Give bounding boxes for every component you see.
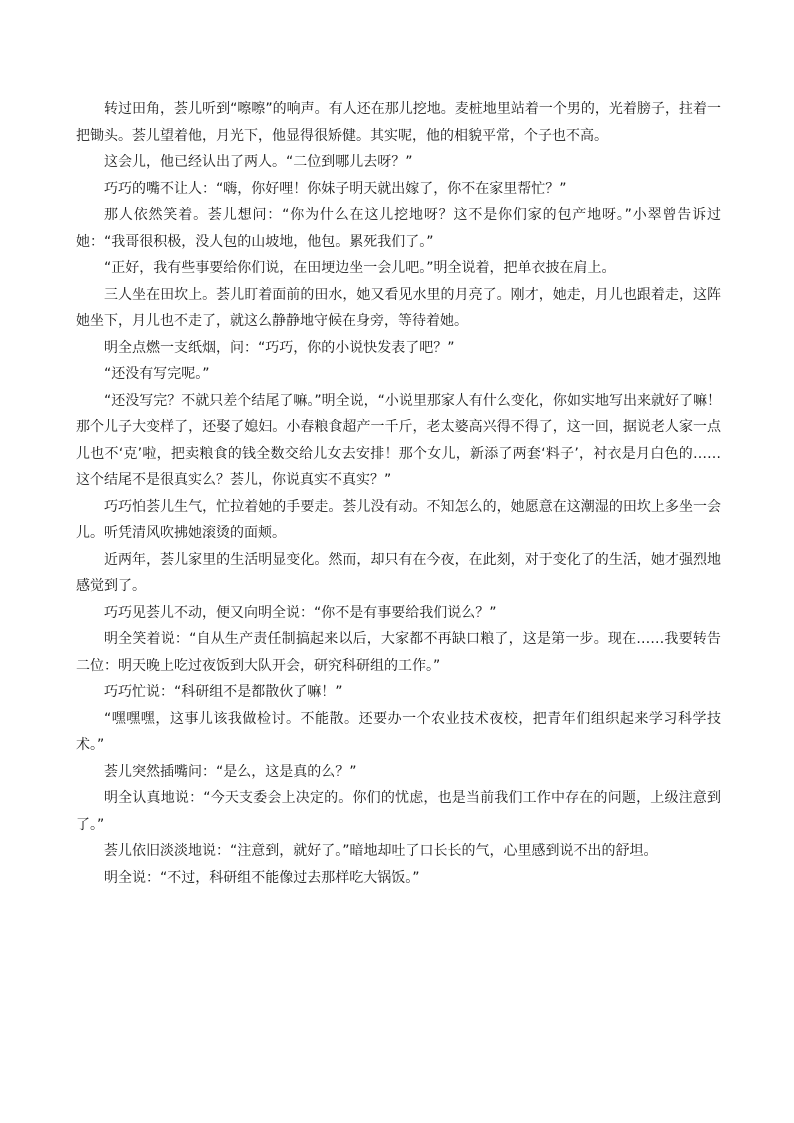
paragraph: “还没有写完呢。” (104, 366, 210, 382)
paragraph: 明全笑着说：“自从生产责任制搞起来以后，大家都不再缺口粮了，这是第一步。现在……我要转告二位：明天晚上吃过夜饭到大队开会，研究科研组的工作。” (76, 631, 721, 674)
paragraph: 明全说：“不过，科研组不能像过去那样吃大锅饭。” (104, 869, 420, 886)
paragraph: “嘿嘿嘿，这事儿该我做检讨。不能散。还要办一个农业技术夜校，把青年们组织起来学习科学技术。” (76, 710, 721, 753)
paragraph: 那人依然笑着。荟儿想问：“你为什么在这儿挖地呀？这不是你们家的包产地呀。”小翠曾告诉过她：“我哥很积极，没人包的山坡地，他包。累死我们了。” (76, 207, 721, 250)
paragraph: 巧巧的嘴不让人：“嗨，你好哩！你妹子明天就出嫁了，你不在家里帮忙？” (104, 180, 567, 197)
paragraph: 巧巧怕荟儿生气，忙拉着她的手要走。荟儿没有动。不知怎么的，她愿意在这潮湿的田坎上多坐一会儿。听凭清风吹拂她滚烫的面颊。 (76, 498, 721, 541)
paragraph: 近两年，荟儿家里的生活明显变化。然而，却只有在今夜，在此刻，对于变化了的生活，她才强烈地感觉到了。 (76, 551, 721, 594)
paragraph: 荟儿依旧淡淡地说：“注意到，就好了。”暗地却吐了口长长的气，心里感到说不出的舒坦。 (104, 843, 658, 859)
paragraph: 转过田角，荟儿听到“嚓嚓”的响声。有人还在那儿挖地。麦桩地里站着一个男的，光着膀子，拄着一把锄头。荟儿望着他，月光下，他显得很矫健。其实呢，他的相貌平常，个子也不高。 (76, 101, 721, 144)
paragraph: “还没写完？不就只差个结尾了嘛。”明全说，“小说里那家人有什么变化，你如实地写出来就好了嘛！那个儿子大变样了，还娶了媳妇。小春粮食超产一千斤，老太婆高兴得不得了，这一回，据说老人家一点儿也不‘克’啦，把卖粮食的钱全数交给儿女去安排！那个女儿，新添了两套‘料子’，衬衣是月白色的……这个结尾不是很真实么？荟儿，你说真实不真实？” (76, 392, 721, 488)
paragraph: 明全认真地说：“今天支委会上决定的。你们的忧虑，也是当前我们工作中存在的问题，上级注意到了。” (76, 790, 721, 833)
paragraph: 荟儿突然插嘴问：“是么，这是真的么？” (104, 763, 357, 780)
paragraph: “正好，我有些事要给你们说，在田埂边坐一会儿吧。”明全说着，把单衣披在肩上。 (104, 260, 616, 276)
paragraph: 巧巧见荟儿不动，便又向明全说：“你不是有事要给我们说么？” (104, 604, 497, 621)
paragraph: 巧巧忙说：“科研组不是都散伙了嘛！” (104, 684, 343, 700)
paragraph: 这会儿，他已经认出了两人。“二位到哪儿去呀？” (104, 154, 413, 170)
paragraph: 明全点燃一支纸烟，问：“巧巧，你的小说快发表了吧？” (104, 339, 455, 356)
paragraph: 三人坐在田坎上。荟儿盯着面前的田水，她又看见水里的月亮了。刚才，她走，月儿也跟着走，这阵她坐下，月儿也不走了，就这么静静地守候在身旁，等待着她。 (76, 286, 721, 329)
story-text (76, 96, 721, 891)
